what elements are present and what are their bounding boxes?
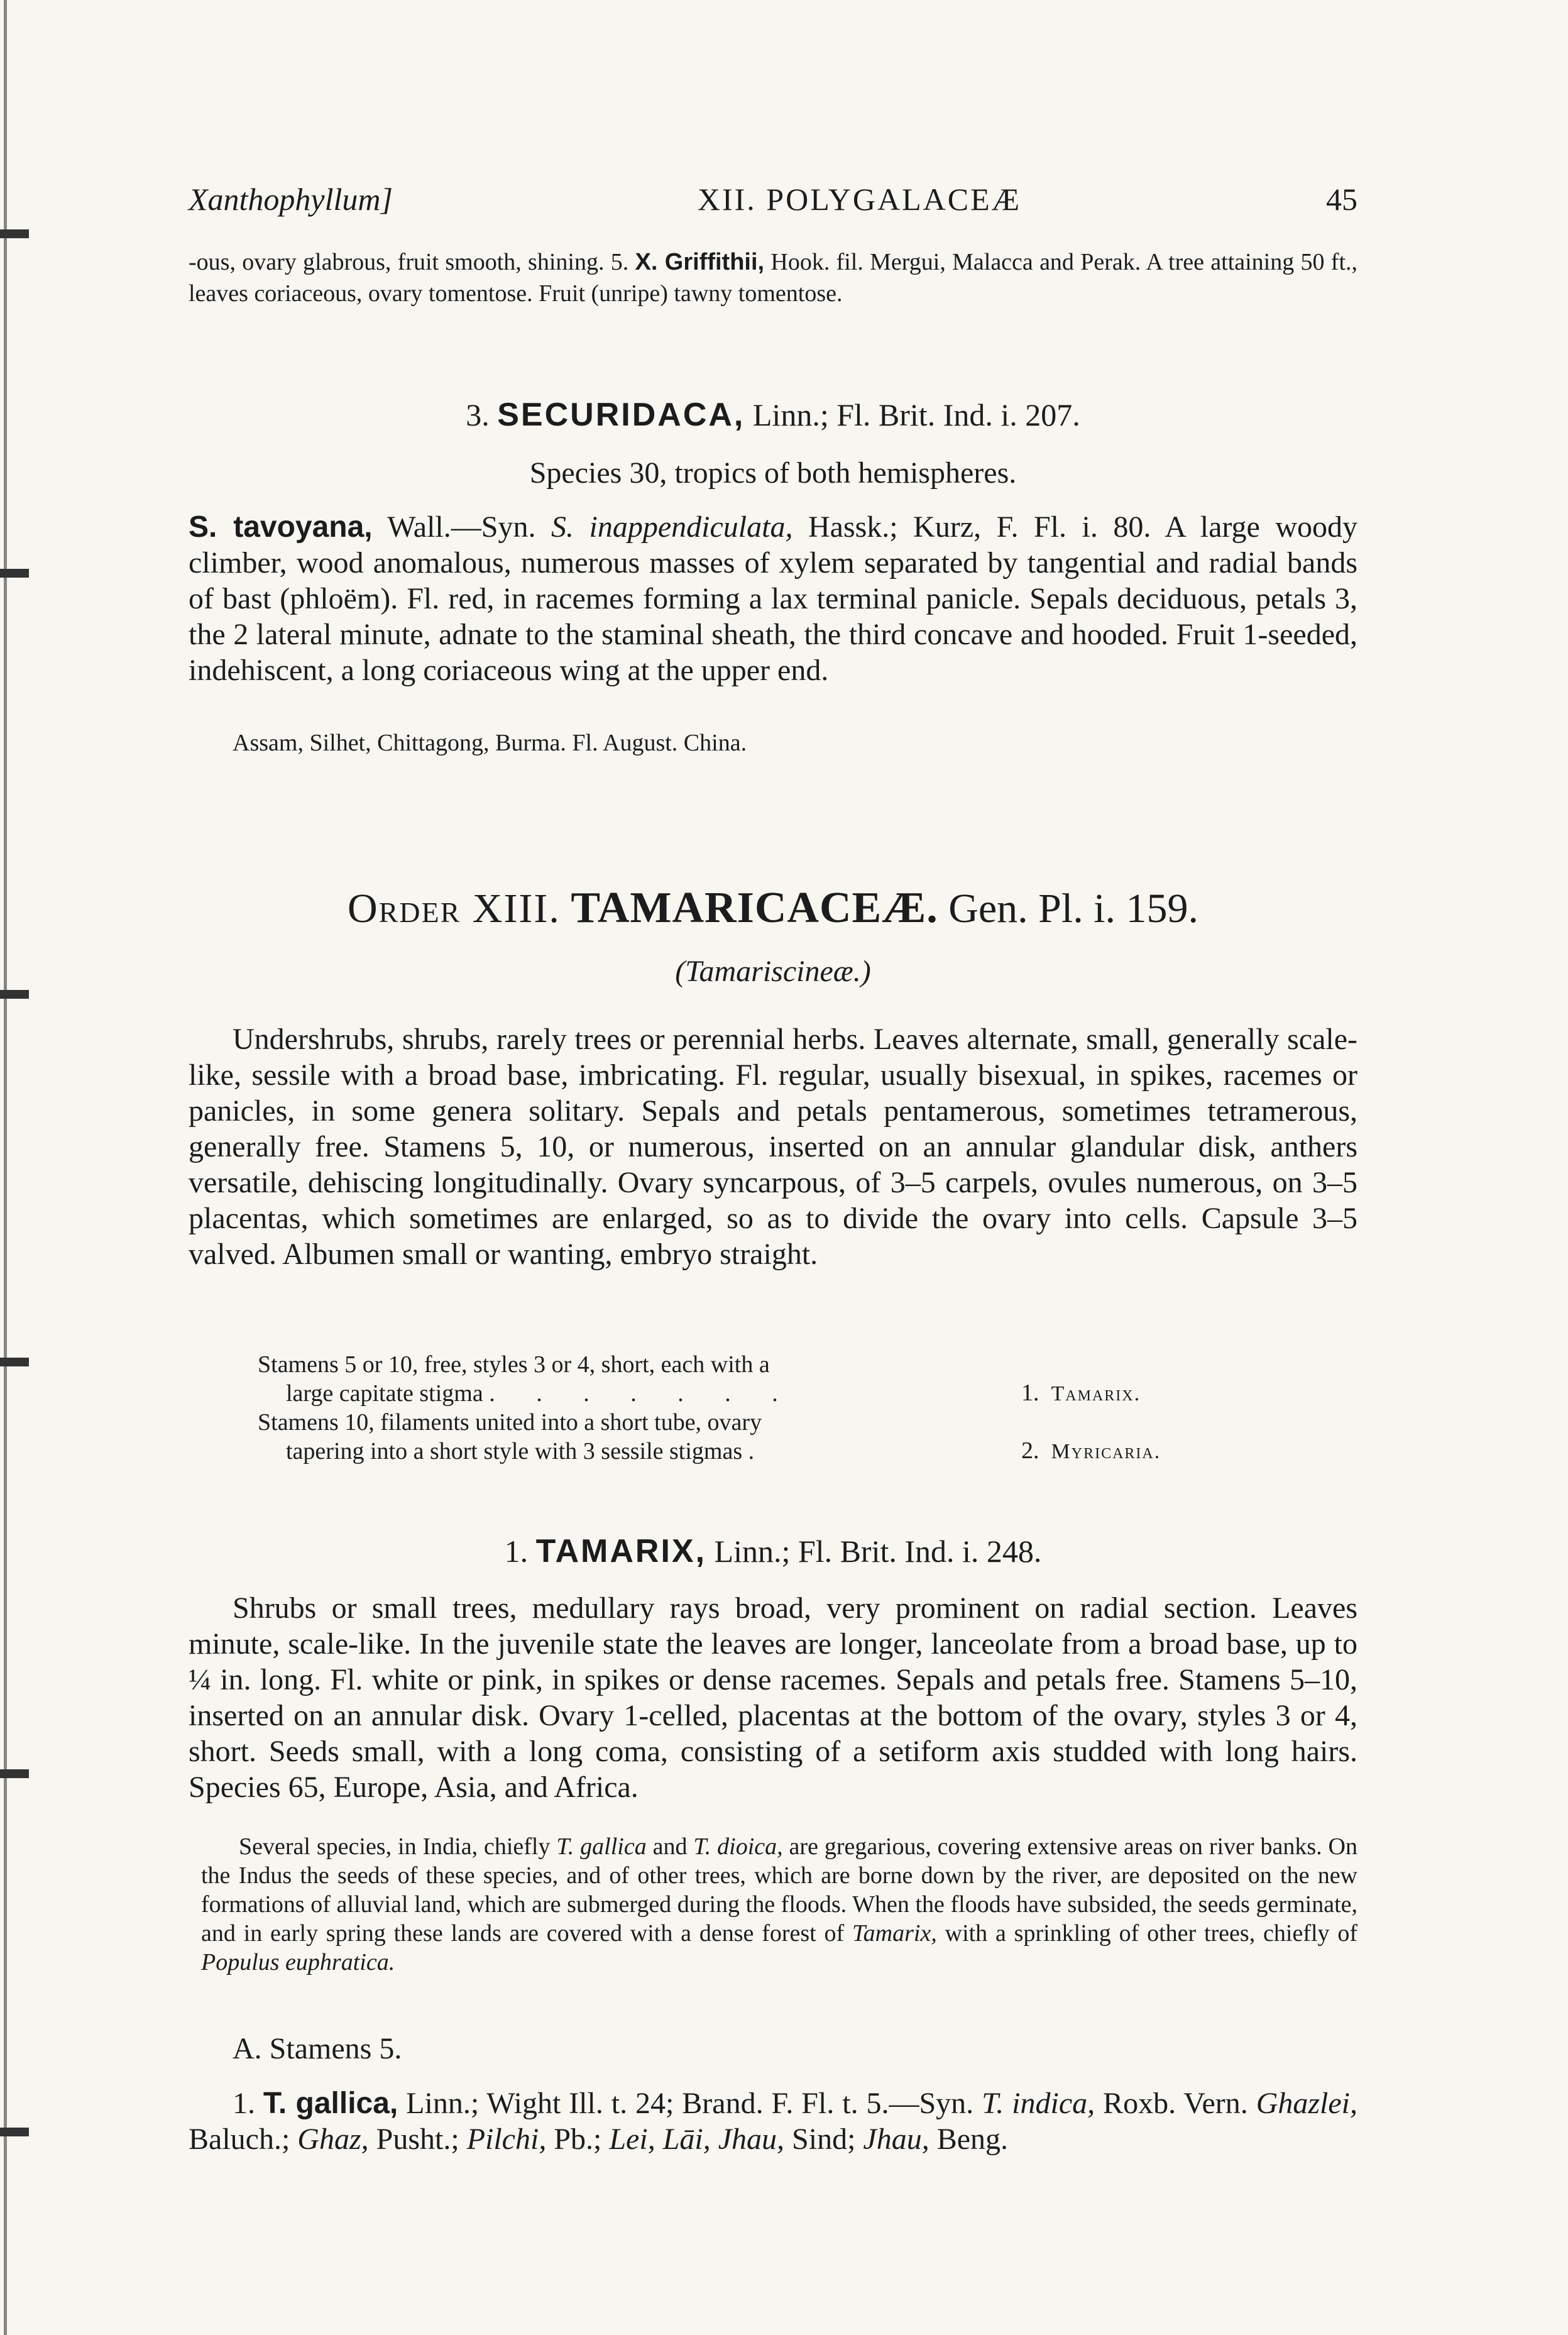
genus-note: Several species, in India, chiefly T. gallica and T. dioica, are gregarious, covering extensive areas on river banks. On the Indus the seeds of these species, and of other trees, which are borne down by the river, are deposited on the new formations of alluvial land, which are submerged during the floods. When the floods have subsided, the seeds germinate, and in early spring these lands are covered with a dense forest of Tamarix, with a sprinkling of other trees, chiefly of Populus euphratica. bbox=[201, 1833, 1358, 1975]
species-name: X. Griffithii, bbox=[635, 249, 765, 275]
scan-mark bbox=[0, 2128, 29, 2136]
order-label: Order XIII. bbox=[347, 886, 561, 931]
family-name: TAMARICACEÆ. bbox=[571, 884, 938, 932]
family-synonym: (Tamariscineæ.) bbox=[675, 955, 871, 988]
scan-edge-shadow bbox=[4, 0, 7, 2335]
genus-name: TAMARIX, bbox=[535, 1533, 707, 1569]
key-result: 1. Tamarix. bbox=[1021, 1380, 1141, 1406]
page-number: 45 bbox=[1325, 182, 1357, 217]
species-name: T. gallica, bbox=[263, 2087, 398, 2120]
genus-heading-securidaca: 3. SECURIDACA, Linn.; Fl. Brit. Ind. i. 207. bbox=[466, 397, 1080, 433]
species-name: S. tavoyana, bbox=[189, 510, 373, 544]
family-description: Undershrubs, shrubs, rarely trees or perennial herbs. Leaves alternate, small, generally scale-like, sessile with a broad base, imbricating. Fl. regular, usually bisexual, in spikes, racemes or panicles, in some genera solitary. Sepals and petals pentamerous, sometimes tetramerous, generally free. Stamens 5, 10, or numerous, inserted on an annular glandular disk, anthers versatile, dehiscing longitudinally. Ovary syncarpous, of 3–5 carpels, ovules numerous, on 3–5 placentas, which sometimes are enlarged, so as to divide the ovary into cells. Capsule 3–5 valved. Albumen small or wanting, embryo straight. bbox=[189, 1023, 1357, 1271]
order-reference: Gen. Pl. i. 159. bbox=[948, 886, 1199, 931]
scan-mark bbox=[0, 1358, 29, 1366]
species-entry-gallica: 1. T. gallica, Linn.; Wight Ill. t. 24; Brand. F. Fl. t. 5.—Syn. T. indica, Roxb. Vern. Ghazlei, Baluch.; Ghaz, Pusht.; Pilchi, Pb.; Lei, Lāi, Jhau, Sind; Jhau, Beng. bbox=[189, 2087, 1358, 2156]
continuation-paragraph: -ous, ovary glabrous, fruit smooth, shining. 5. X. Griffithii, Hook. fil. Mergui, Malacca and Perak. A tree attaining 50 ft., leaves coriaceous, ovary tomentose. Fruit (unripe) tawny tomentose. bbox=[189, 249, 1358, 307]
scan-mark bbox=[0, 229, 29, 238]
genus-name: SECURIDACA, bbox=[497, 397, 745, 433]
key-entry: Stamens 10, filaments united into a short tube, ovary tapering into a short style with 3 sessile stigmas . bbox=[258, 1409, 762, 1464]
species-entry-tavoyana: S. tavoyana, Wall.—Syn. S. inappendiculata, Hassk.; Kurz, F. Fl. i. 80. A large woody climber, wood anomalous, numerous masses of xylem separated by tangential and radial bands of bast (phloëm). Fl. red, in racemes forming a lax terminal panicle. Sepals deciduous, petals 3, the 2 lateral minute, adnate to the staminal sheath, the third concave and hooded. Fruit 1-seeded, indehiscent, a long coriaceous wing at the upper end. bbox=[189, 510, 1358, 687]
scan-mark bbox=[0, 569, 29, 578]
scan-mark bbox=[0, 990, 29, 999]
species-count: Species 30, tropics of both hemispheres. bbox=[529, 456, 1017, 490]
key-result: 2. Myricaria. bbox=[1021, 1437, 1161, 1464]
running-head: Xanthophyllum] bbox=[189, 182, 393, 217]
page-header bbox=[189, 181, 1357, 217]
localities: Assam, Silhet, Chittagong, Burma. Fl. August. China. bbox=[233, 730, 747, 756]
scan-mark bbox=[0, 1769, 29, 1778]
genus-description: Shrubs or small trees, medullary rays broad, very prominent on radial section. Leaves minute, scale-like. In the juvenile state the leaves are longer, lanceolate from a broad base, up to ¼ in. long. Fl. white or pink, in spikes or dense racemes. Sepals and petals free. Stamens 5–10, inserted on an annular disk. Ovary 1-celled, placentas at the bottom of the ovary, styles 3 or 4, short. Seeds small, with a long coma, consisting of a setiform axis studded with long hairs. Species 65, Europe, Asia, and Africa. bbox=[189, 1591, 1357, 1804]
order-heading bbox=[189, 883, 1357, 933]
key-entry: Stamens 5 or 10, free, styles 3 or 4, short, each with a large capitate stigma . . . . . . . bbox=[258, 1351, 796, 1407]
genus-heading-tamarix: 1. TAMARIX, Linn.; Fl. Brit. Ind. i. 248. bbox=[504, 1533, 1042, 1569]
chapter-title: XII. POLYGALACEÆ bbox=[697, 182, 1022, 217]
section-heading: A. Stamens 5. bbox=[233, 2032, 402, 2065]
